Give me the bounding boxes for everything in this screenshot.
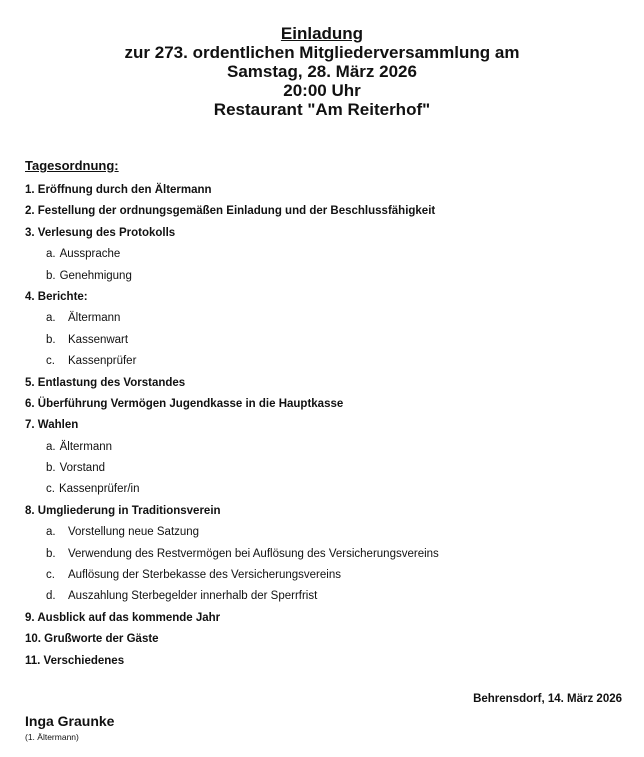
agenda-item: 5. Entlastung des Vorstandes	[25, 376, 186, 389]
meeting-date: Samstag, 28. März 2026	[227, 62, 417, 81]
subitem-text: Vorstellung neue Satzung	[68, 526, 200, 539]
agenda-subitem	[25, 586, 625, 607]
agenda-subitem	[25, 522, 625, 543]
subitem-letter: b.	[46, 462, 56, 475]
document-title: Einladung	[280, 24, 364, 43]
subitem-letter: a.	[46, 248, 56, 261]
subitem-letter: b.	[46, 333, 56, 346]
subitem-text: Verwendung des Restvermögen bei Auflösung des Versicherungsvereins	[68, 547, 439, 560]
agenda-item: 8. Umgliederung in Traditionsverein	[25, 504, 221, 517]
subitem-text: Vorstand	[59, 462, 105, 475]
subitem-letter: c.	[46, 569, 55, 582]
agenda-item: 9. Ausblick auf das kommende Jahr	[25, 611, 221, 624]
subitem-text: Kassenprüfer/in	[58, 483, 140, 496]
subitem-letter: a.	[46, 526, 56, 539]
agenda-item: 4. Berichte:	[25, 290, 88, 303]
place-and-date: Behrensdorf, 14. März 2026	[473, 693, 622, 705]
signer-name: Inga Graunke	[25, 713, 115, 729]
subitem-letter: a.	[46, 312, 56, 325]
agenda-item: 1. Eröffnung durch den Ältermann	[25, 184, 212, 196]
agenda-item: 7. Wahlen	[25, 419, 79, 432]
agenda-subitem	[25, 308, 625, 329]
agenda-subitem	[25, 479, 625, 500]
subitem-text: Ältermann	[59, 440, 113, 453]
subitem-text: Aussprache	[59, 248, 121, 261]
subitem-letter: a.	[46, 440, 56, 453]
agenda-subitem	[25, 351, 625, 372]
agenda-list	[25, 180, 625, 672]
agenda-item: 10. Grußworte der Gäste	[25, 633, 159, 646]
subitem-text: Kassenwart	[68, 333, 129, 346]
subitem-text: Auszahlung Sterbegelder innerhalb der Sperrfrist	[68, 590, 318, 603]
agenda-item: 3. Verlesung des Protokolls	[25, 226, 176, 239]
meeting-time: 20:00 Uhr	[283, 81, 361, 100]
subitem-text: Kassenprüfer	[68, 355, 137, 368]
agenda-item: 11. Verschiedenes	[25, 654, 125, 667]
agenda-item: 2. Festellung der ordnungsgemäßen Einladung und der Beschlussfähigkeit	[25, 205, 436, 218]
agenda-subitem	[25, 458, 625, 479]
subitem-letter: d.	[46, 590, 56, 603]
agenda-heading: Tagesordnung:	[25, 158, 119, 173]
subitem-text: Auflösung der Sterbekasse des Versicherungsvereins	[68, 569, 341, 582]
signer-role: (1. Ältermann)	[25, 732, 79, 742]
subitem-text: Ältermann	[68, 312, 121, 325]
document-header	[0, 24, 644, 119]
agenda-subitem	[25, 330, 625, 351]
meeting-description: zur 273. ordentlichen Mitgliederversammlung am	[124, 43, 520, 62]
agenda-subitem	[25, 565, 625, 586]
meeting-location: Restaurant "Am Reiterhof"	[213, 100, 431, 119]
subitem-letter: b.	[46, 547, 56, 560]
agenda-item: 6. Überführung Vermögen Jugendkasse in die Hauptkasse	[25, 397, 344, 410]
subitem-letter: c.	[46, 483, 55, 496]
subitem-letter: b.	[46, 269, 56, 282]
subitem-letter: c.	[46, 355, 55, 368]
agenda-subitem	[25, 266, 625, 287]
agenda-subitem	[25, 244, 625, 265]
agenda-subitem	[25, 437, 625, 458]
agenda-subitem	[25, 544, 625, 565]
subitem-text: Genehmigung	[59, 269, 132, 282]
